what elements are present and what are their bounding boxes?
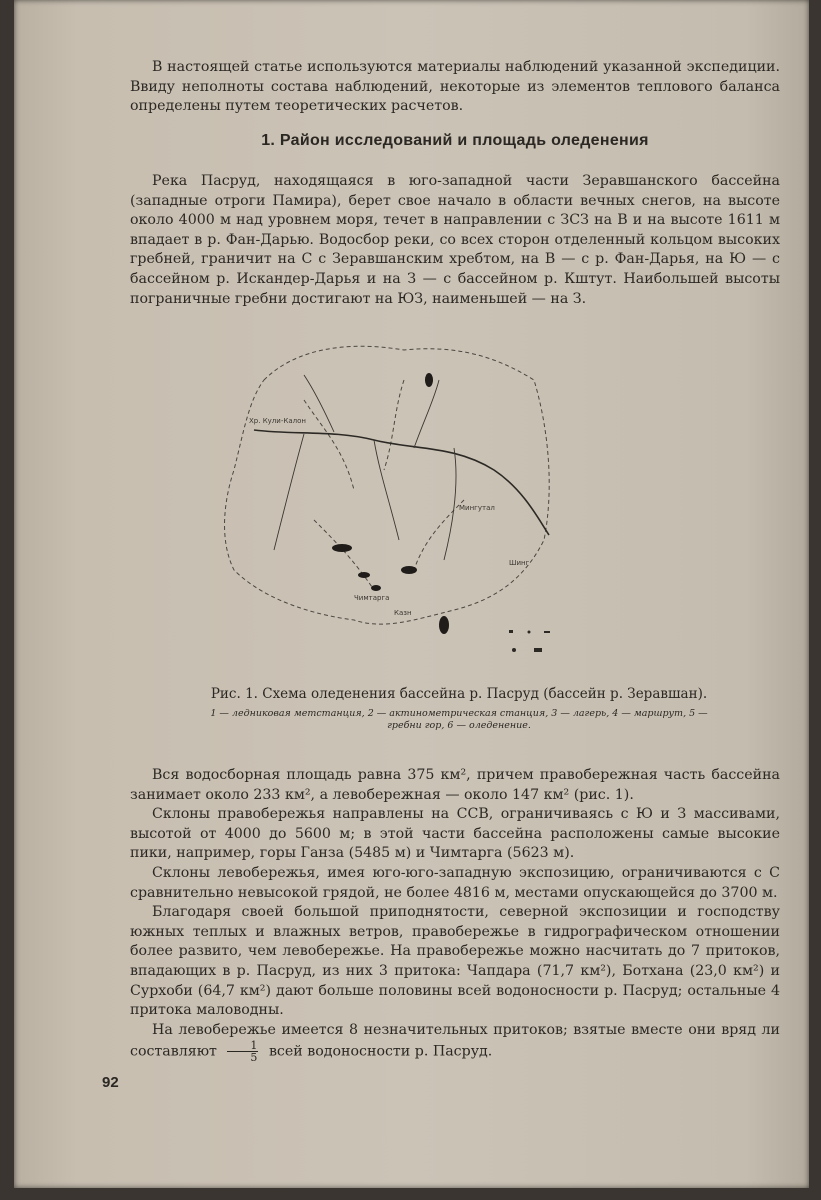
body-paragraph-4: Благодаря своей большой приподнятости, северной экспозиции и господству южных теплых и влажных ветров, правобережье в гидрографическом отношении более развито, чем левобережье. На правобережье можно насчитать до 7 притоков, впадающих в р. Пасруд, из них 3 притока: Чапдара (71,7 км²), Ботхана (23,0 км²) и Сурхоби (64,7 км²) дают больше половины всей водоносности р. Пасруд; остальные 4 притока маловодны. (130, 904, 780, 1019)
map-label-1: Мингутал (459, 504, 495, 512)
map-legend-symbols (509, 630, 550, 652)
ridge-lines (225, 346, 550, 624)
glaciation-map (204, 320, 564, 680)
section-heading: 1. Район исследований и площадь оледенения (261, 132, 649, 149)
map-label-0: Хр. Кули-Калон (249, 417, 306, 425)
section-paragraph: Река Пасруд, находящаяся в юго-западной части Зеравшанского бассейна (западные отроги Памира), берет свое начало в области вечных снегов, на высоте около 4000 м над уровнем моря, течет в направлении с ЗСЗ на В и на высоте 1611 м впадает в р. Фан-Дарью. Водосбор реки, со всех сторон отделенный кольцом высоких гребней, граничит на С с Зеравшанским хребтом, на В — с р. Фан-Дарья, на Ю — с бассейном р. Искандер-Дарья и на З — с бассейном р. Кштут. Наибольшей высоты пограничные гребни достигают на ЮЗ, наименьшей — на З. (130, 173, 780, 307)
body-block (130, 766, 780, 1063)
body-paragraph-5-start: На левобережье имеется 8 незначительных притоков; взятые вместе они вряд ли составляют (130, 1021, 780, 1060)
body-paragraph-2: Склоны правобережья направлены на ССВ, ограничиваясь с Ю и З массивами, высотой от 4000 до 5600 м; в этой части бассейна расположены самые высокие пики, например, горы Ганза (5485 м) и Чимтарга (5623 м). (130, 806, 780, 862)
river-pasrud (254, 430, 549, 535)
fraction (227, 1040, 258, 1063)
fraction-numerator: 1 (227, 1040, 258, 1052)
body-paragraph-5-end: всей водоносности р. Пасруд. (268, 1043, 493, 1060)
body-paragraph-3: Склоны левобережья, имея юго-юго-западную экспозицию, ограничиваются с С сравнительно невысокой грядой, не более 4816 м, местами опускающейся до 3700 м. (130, 864, 780, 901)
intro-block (130, 58, 780, 117)
section-block (130, 172, 780, 309)
tributaries (274, 375, 456, 560)
document-page (14, 0, 809, 1188)
fraction-denominator: 5 (250, 1051, 258, 1065)
body-paragraph-5 (130, 1021, 780, 1064)
glaciers (332, 373, 449, 634)
body-paragraph-1: Вся водосборная площадь равна 375 км², причем правобережная часть бассейна занимает около 233 км², а левобережная — около 147 км² (рис. 1). (130, 767, 780, 803)
figure-caption: Рис. 1. Схема оледенения бассейна р. Пасруд (бассейн р. Зеравшан). (210, 686, 708, 702)
page-number: 92 (102, 1074, 119, 1091)
map-label-3: Шинг (509, 559, 530, 567)
intro-paragraph: В настоящей статье используются материалы наблюдений указанной экспедиции. Ввиду неполноты состава наблюдений, некоторые из элементов теплового баланса определены путем теоретических расчетов. (130, 59, 780, 115)
map-label-4: Казн (394, 609, 412, 617)
figure-legend: 1 — ледниковая метстанция, 2 — актинометрическая станция, 3 — лагерь, 4 — маршрут, 5 — гребни гор, 6 — оледенение. (210, 708, 708, 731)
map-label-2: Чимтарга (354, 594, 390, 602)
